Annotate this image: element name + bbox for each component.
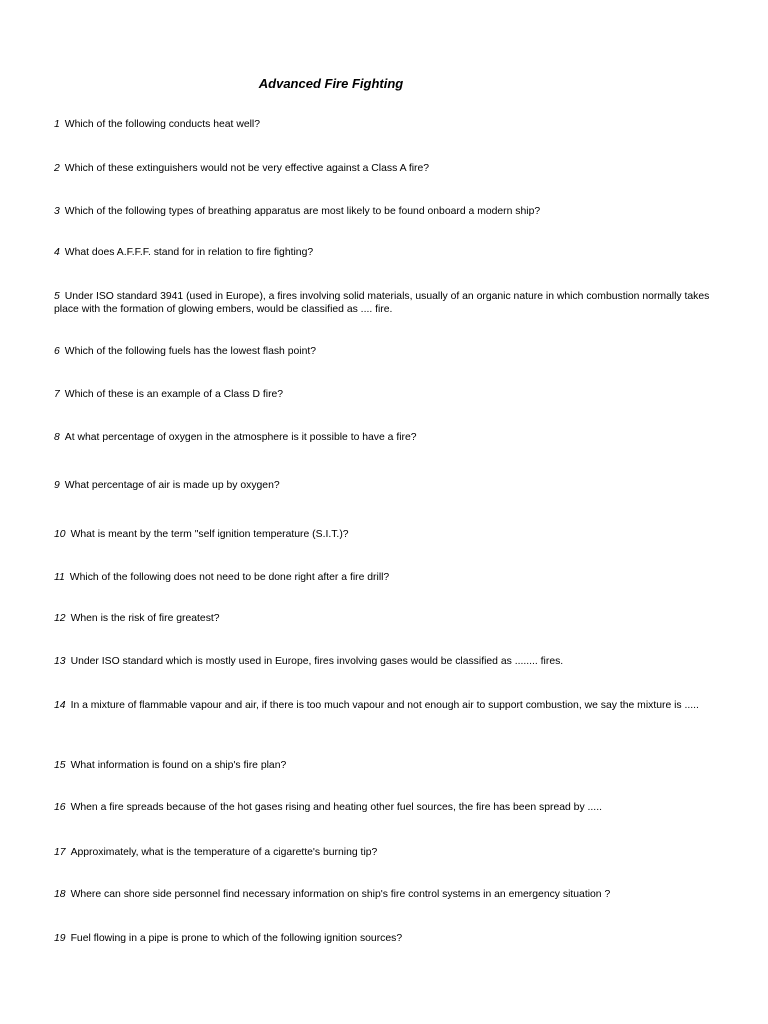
question-number: 1	[54, 119, 60, 130]
question-text: At what percentage of oxygen in the atmosphere is it possible to have a fire?	[64, 432, 417, 443]
question-item	[54, 163, 726, 176]
question-text: Which of the following fuels has the lowest flash point?	[64, 346, 317, 357]
question-number: 15	[54, 760, 66, 771]
question-text: In a mixture of flammable vapour and air, if there is too much vapour and not enough air to support combustion, we say the mixture is .....	[70, 700, 699, 711]
question-text: Under ISO standard which is mostly used in Europe, fires involving gases would be classified as ........ fires.	[70, 656, 564, 667]
page-title: Advanced Fire Fighting	[258, 76, 404, 91]
question-number: 14	[54, 700, 66, 711]
question-item	[54, 206, 726, 219]
question-number: 5	[54, 291, 60, 302]
question-item	[54, 480, 726, 493]
question-number: 17	[54, 847, 66, 858]
question-text: Where can shore side personnel find necessary information on ship's fire control systems in an emergency situation ?	[70, 889, 611, 900]
question-text: Which of these extinguishers would not be very effective against a Class A fire?	[64, 163, 430, 174]
question-item	[54, 247, 726, 260]
question-number: 13	[54, 656, 66, 667]
question-item	[54, 432, 726, 445]
question-text: Which of the following conducts heat well?	[64, 119, 261, 130]
question-text: Under ISO standard 3941 (used in Europe), a fires involving solid materials, usually of an organic nature in which combustion normally takes place with the formation of glowing embers, would be classified as .... fire.	[54, 291, 710, 315]
question-text: What information is found on a ship's fire plan?	[70, 760, 287, 771]
question-item	[54, 802, 726, 815]
question-text: Which of the following does not need to be done right after a fire drill?	[69, 572, 390, 583]
question-item	[54, 291, 726, 316]
question-item	[54, 889, 726, 902]
question-text: Fuel flowing in a pipe is prone to which of the following ignition sources?	[70, 933, 403, 944]
question-number: 3	[54, 206, 60, 217]
question-text: Which of the following types of breathing apparatus are most likely to be found onboard a modern ship?	[64, 206, 541, 217]
question-text: When is the risk of fire greatest?	[70, 613, 220, 624]
question-number: 16	[54, 802, 66, 813]
question-number: 4	[54, 247, 60, 258]
question-item	[54, 119, 726, 132]
question-item	[54, 656, 726, 669]
question-number: 2	[54, 163, 60, 174]
question-number: 9	[54, 480, 60, 491]
question-item	[54, 700, 726, 713]
question-number: 11	[54, 572, 65, 583]
question-number: 18	[54, 889, 66, 900]
question-text: What does A.F.F.F. stand for in relation to fire fighting?	[64, 247, 314, 258]
question-item	[54, 613, 726, 626]
question-number: 8	[54, 432, 60, 443]
question-text: When a fire spreads because of the hot gases rising and heating other fuel sources, the fire has been spread by .....	[70, 802, 602, 813]
question-number: 7	[54, 389, 60, 400]
question-number: 19	[54, 933, 66, 944]
question-number: 12	[54, 613, 66, 624]
question-text: Which of these is an example of a Class D fire?	[64, 389, 284, 400]
question-text: What is meant by the term "self ignition temperature (S.I.T.)?	[70, 529, 349, 540]
question-number: 10	[54, 529, 66, 540]
question-item	[54, 933, 726, 946]
question-number: 6	[54, 346, 60, 357]
question-item	[54, 529, 726, 542]
question-item	[54, 847, 726, 860]
question-text: Approximately, what is the temperature of a cigarette's burning tip?	[70, 847, 378, 858]
question-item	[54, 760, 726, 773]
question-text: What percentage of air is made up by oxygen?	[64, 480, 280, 491]
question-item	[54, 389, 726, 402]
question-item	[54, 572, 726, 585]
question-item	[54, 346, 726, 359]
